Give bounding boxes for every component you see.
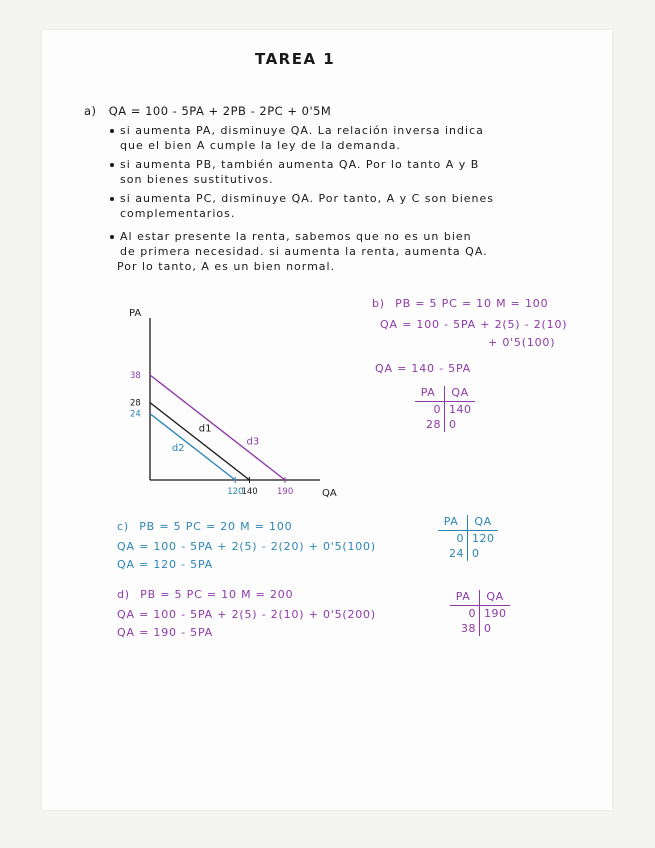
table-cell: 0 bbox=[468, 607, 476, 620]
section-b-eq1: QA = 100 - 5PA + 2(5) - 2(10) bbox=[380, 318, 568, 331]
table-column-rule bbox=[479, 590, 480, 636]
bullet-dot bbox=[110, 163, 114, 167]
table-header-pa: PA bbox=[420, 386, 436, 399]
table-cell: 190 bbox=[484, 607, 507, 620]
y-tick-28: 28 bbox=[130, 398, 141, 409]
y-axis-label: PA bbox=[129, 308, 142, 319]
y-tick-24: 24 bbox=[130, 409, 141, 420]
table-cell: 28 bbox=[426, 418, 441, 431]
x-tick-120: 120 bbox=[227, 487, 244, 497]
bullet-dot bbox=[110, 129, 114, 133]
curve-label-d2: d2 bbox=[171, 442, 185, 454]
x-tick-190: 190 bbox=[277, 487, 294, 497]
page-title: TAREA 1 bbox=[255, 50, 336, 68]
x-axis-label: QA bbox=[322, 488, 337, 499]
bullet-2-line-2 bbox=[120, 173, 274, 186]
demand-curve-d3 bbox=[150, 375, 285, 480]
section-d-label: d) bbox=[117, 588, 130, 601]
section-c-eq1: QA = 100 - 5PA + 2(5) - 2(20) + 0'5(100) bbox=[117, 540, 376, 553]
section-c-params bbox=[117, 520, 292, 533]
bullet-text: que el bien A cumple la ley de la demanda. bbox=[120, 139, 401, 152]
bullet-text: si aumenta PA, disminuye QA. La relación inversa indica bbox=[120, 124, 484, 137]
table-header-qa: QA bbox=[486, 590, 504, 603]
bullet-text: son bienes sustitutivos. bbox=[120, 173, 274, 186]
table-b bbox=[415, 386, 475, 432]
bullet-text: complementarios. bbox=[120, 207, 236, 220]
bullet-3-line-2 bbox=[120, 207, 235, 220]
table-c bbox=[438, 515, 498, 561]
table-cell: 140 bbox=[449, 403, 472, 416]
table-d bbox=[450, 590, 510, 636]
curve-label-d1: d1 bbox=[198, 423, 212, 435]
section-d-eq1: QA = 100 - 5PA + 2(5) - 2(10) + 0'5(200) bbox=[117, 608, 376, 621]
bullet-text: si aumenta PC, disminuye QA. Por tanto, A y C son bienes bbox=[120, 192, 495, 205]
demand-curve-d2 bbox=[150, 414, 235, 480]
section-c-result: QA = 120 - 5PA bbox=[117, 558, 214, 571]
section-b-params bbox=[372, 297, 548, 310]
bullet-text: Al estar presente la renta, sabemos que no es un bien bbox=[120, 230, 472, 243]
section-a-equation: QA = 100 - 5PA + 2PB - 2PC + 0'5M bbox=[108, 104, 332, 118]
table-cell: 24 bbox=[449, 547, 464, 560]
section-b-eq2: + 0'5(100) bbox=[488, 336, 556, 349]
bullet-1-line-2 bbox=[120, 139, 401, 152]
section-a-label: a) bbox=[84, 104, 97, 118]
table-header-pa: PA bbox=[443, 515, 459, 528]
bullet-text: si aumenta PB, también aumenta QA. Por lo tanto A y B bbox=[120, 158, 480, 171]
curve-label-d3: d3 bbox=[246, 436, 260, 448]
table-cell: 0 bbox=[449, 418, 457, 431]
section-b-param-text: PB = 5 PC = 10 M = 100 bbox=[395, 297, 549, 310]
table-cell: 0 bbox=[484, 622, 492, 635]
table-cell: 120 bbox=[472, 532, 495, 545]
table-header-rule bbox=[415, 401, 475, 402]
section-b-label: b) bbox=[372, 297, 385, 310]
section-d-params bbox=[117, 588, 293, 601]
table-cell: 38 bbox=[461, 622, 476, 635]
section-a-heading bbox=[84, 104, 331, 118]
table-header-rule bbox=[438, 530, 498, 531]
section-c-param-text: PB = 5 PC = 20 M = 100 bbox=[139, 520, 293, 533]
bullet-dot bbox=[110, 235, 114, 239]
y-tick-38: 38 bbox=[130, 371, 141, 381]
bullet-4-line-1 bbox=[110, 230, 472, 243]
table-cell: 0 bbox=[433, 403, 441, 416]
section-d-result: QA = 190 - 5PA bbox=[117, 626, 214, 639]
table-header-qa: QA bbox=[474, 515, 492, 528]
table-cell: 0 bbox=[472, 547, 480, 560]
bullet-text: Por lo tanto, A es un bien normal. bbox=[117, 260, 336, 273]
bullet-dot bbox=[110, 197, 114, 201]
table-header-qa: QA bbox=[451, 386, 469, 399]
bullet-text: de primera necesidad. si aumenta la renta, aumenta QA. bbox=[120, 245, 488, 258]
bullet-3-line-1 bbox=[110, 192, 494, 205]
table-column-rule bbox=[444, 386, 445, 432]
demand-graph bbox=[115, 300, 345, 505]
table-column-rule bbox=[467, 515, 468, 561]
table-header-rule bbox=[450, 605, 510, 606]
bullet-4-line-2 bbox=[120, 245, 488, 258]
bullet-1-line-1 bbox=[110, 124, 484, 137]
section-c-label: c) bbox=[117, 520, 129, 533]
table-header-pa: PA bbox=[455, 590, 471, 603]
x-tick-140: 140 bbox=[241, 487, 258, 497]
table-cell: 0 bbox=[456, 532, 464, 545]
bullet-4-line-3 bbox=[117, 260, 335, 273]
section-d-param-text: PB = 5 PC = 10 M = 200 bbox=[140, 588, 294, 601]
section-b-result: QA = 140 - 5PA bbox=[375, 362, 472, 375]
bullet-2-line-1 bbox=[110, 158, 479, 171]
